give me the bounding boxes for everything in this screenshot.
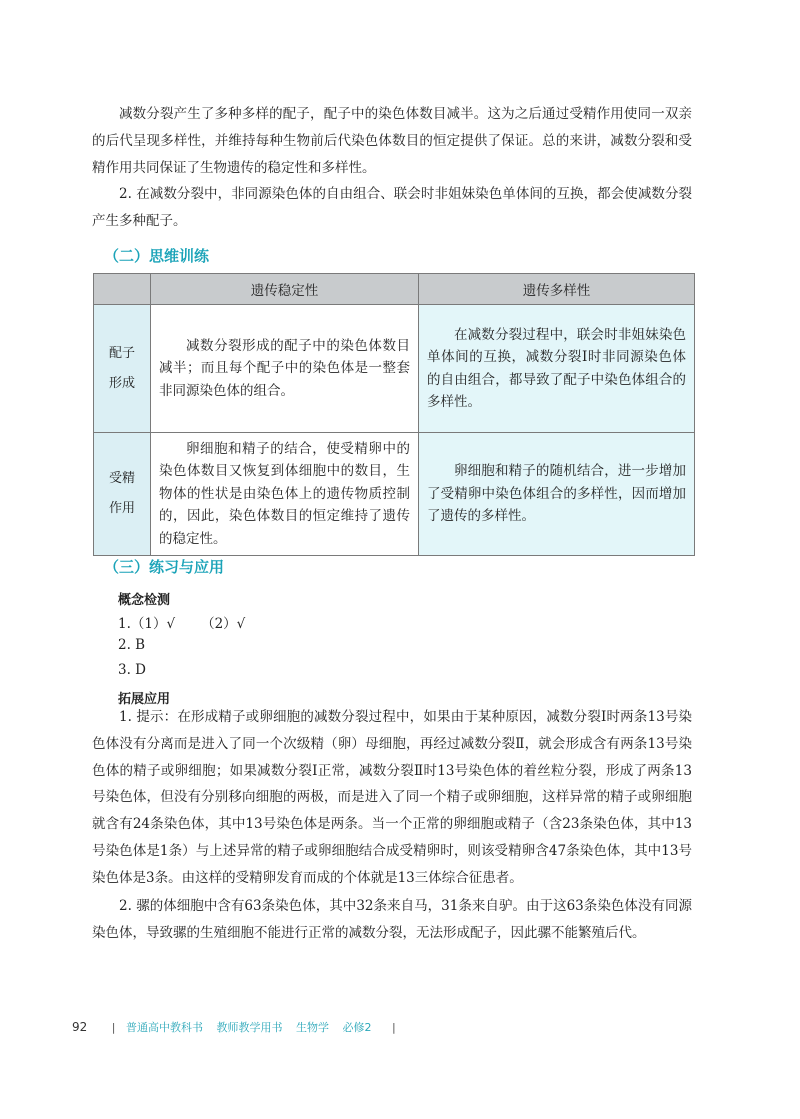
row-label-line: 形成 <box>108 375 135 391</box>
footer-book-type: 教师教学用书 <box>216 1021 283 1034</box>
page-footer <box>72 1019 403 1035</box>
table-row <box>94 433 695 556</box>
section-heading-practice: （三）练习与应用 <box>104 558 225 576</box>
footer-subject: 生物学 <box>296 1021 329 1034</box>
row-label-fertilization <box>94 433 151 556</box>
cell-stability-gamete: 减数分裂形成的配子中的染色体数目减半；而且每个配子中的染色体是一整套非同源染色体的组合。 <box>151 305 419 433</box>
intro-paragraph-1: 减数分裂产生了多种多样的配子，配子中的染色体数目减半。这为之后通过受精作用使同一双亲的后代呈现多样性，并维持每种生物前后代染色体数目的恒定提供了保证。总的来讲，减数分裂和受精作用共同保证了生物遗传的稳定性和多样性。 <box>92 106 692 176</box>
section-heading-thinking: （二）思维训练 <box>104 247 210 265</box>
footer-separator: | <box>111 1021 116 1034</box>
cell-diversity-fertilization: 卵细胞和精子的随机结合，进一步增加了受精卵中染色体组合的多样性，因而增加了遗传的多样性。 <box>419 433 695 556</box>
footer-series: 普通高中教科书 <box>126 1021 203 1034</box>
footer-separator: | <box>392 1021 396 1034</box>
row-label-line: 配子 <box>108 345 135 361</box>
table-header-row <box>94 274 695 305</box>
row-label-line: 作用 <box>108 501 135 516</box>
cell-diversity-gamete: 在减数分裂过程中，联会时非姐妹染色单体间的互换，减数分裂Ⅰ时非同源染色体的自由组合，都导致了配子中染色体组合的多样性。 <box>419 305 695 433</box>
cell-stability-fertilization: 卵细胞和精子的结合，使受精卵中的染色体数目又恢复到体细胞中的数目，生物体的性状是由染色体上的遗传物质控制的，因此，染色体数目的恒定维持了遗传的稳定性。 <box>151 433 419 556</box>
row-label-gamete-formation <box>94 305 151 433</box>
table-header-corner <box>94 274 151 305</box>
intro-paragraph-2: 2. 在减数分裂中，非同源染色体的自由组合、联会时非姐妹染色单体间的互换，都会使减数分裂产生多种配子。 <box>92 186 692 229</box>
answer-1-part-a: 1.（1）√ <box>118 616 176 632</box>
table-header-stability: 遗传稳定性 <box>151 274 419 305</box>
answer-1 <box>118 612 245 632</box>
footer-volume: 必修2 <box>342 1021 372 1034</box>
table-header-diversity: 遗传多样性 <box>419 274 695 305</box>
concept-check-label: 概念检测 <box>118 593 171 608</box>
table-row <box>94 305 695 433</box>
thinking-training-table <box>93 273 695 556</box>
page-number: 92 <box>72 1020 88 1034</box>
answer-3: 3. D <box>118 662 146 678</box>
extension-paragraph-2: 2. 骡的体细胞中含有63条染色体，其中32条来自马，31条来自驴。由于这63条染色体没有同源染色体，导致骡的生殖细胞不能进行正常的减数分裂，无法形成配子，因此骡不能繁殖后代。 <box>92 898 692 941</box>
answer-2: 2. B <box>118 637 146 653</box>
extension-paragraph-1: 1. 提示：在形成精子或卵细胞的减数分裂过程中，如果由于某种原因，减数分裂Ⅰ时两条13号染色体没有分离而是进入了同一个次级精（卵）母细胞，再经过减数分裂Ⅱ，就会形成含有两条13号染色体的精子或卵细胞；如果减数分裂Ⅰ正常，减数分裂Ⅱ时13号染色体的着丝粒分裂，形成了两条13号染色体，但没有分别移向细胞的两极，而是进入了同一个精子或卵细胞，这样异常的精子或卵细胞就含有24条染色体，其中13号染色体是两条。当一个正常的卵细胞或精子（含23条染色体，其中13号染色体是1条）与上述异常的精子或卵细胞结合成受精卵时，则该受精卵含47条染色体，其中13号染色体是3条。由这样的受精卵发育而成的个体就是13三体综合征患者。 <box>92 709 692 886</box>
extension-label: 拓展应用 <box>118 692 171 707</box>
answer-1-part-b: （2）√ <box>201 616 246 632</box>
row-label-line: 受精 <box>108 471 135 486</box>
